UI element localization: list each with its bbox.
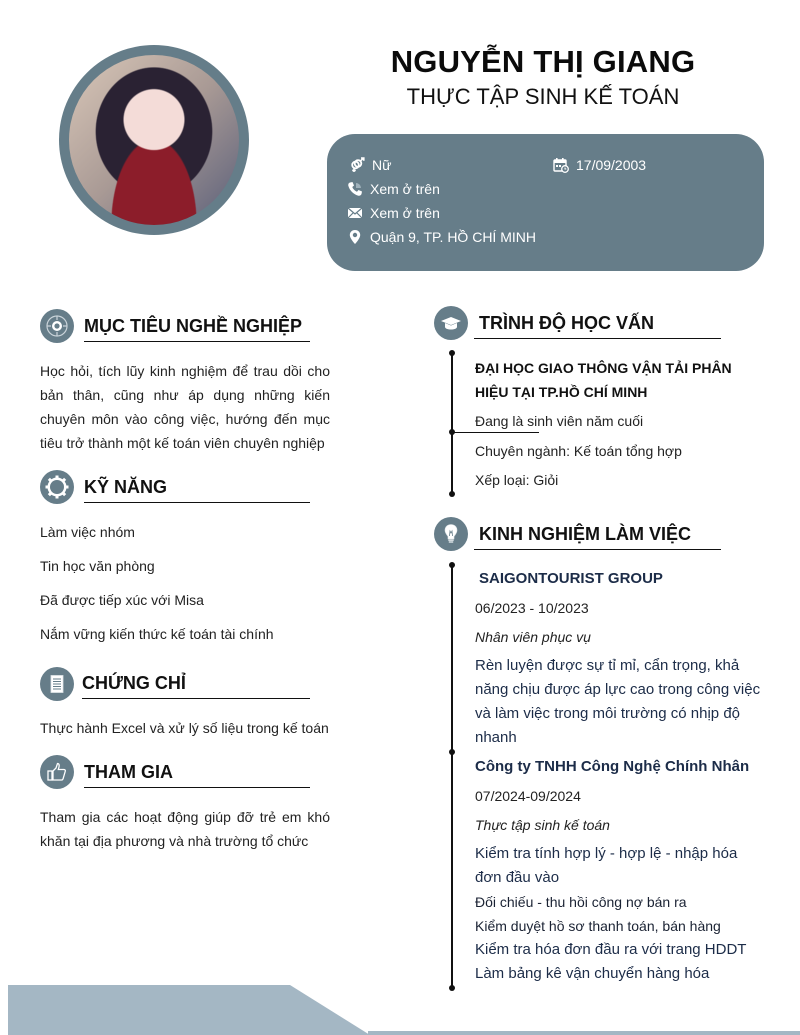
job-role: Nhân viên phục vụ	[475, 629, 591, 645]
job-title: THỰC TẬP SINH KẾ TOÁN	[406, 84, 680, 109]
activities-title: THAM GIA	[84, 762, 173, 782]
birthday-value: 17/09/2003	[576, 157, 647, 173]
phone-icon	[347, 181, 363, 197]
gender-value: Nữ	[372, 157, 392, 173]
skills-title: KỸ NĂNG	[84, 477, 168, 497]
address-value: Quận 9, TP. HỒ CHÍ MINH	[370, 229, 536, 245]
objective-text: Học hỏi, tích lũy kinh nghiệm để trau dồi cho bản thân, cũng như áp dụng những kiến chuyên môn vào công việc, hướng đến mục tiêu trở thành một kế toán viên chuyên nghiệp	[40, 363, 330, 451]
timeline-dot	[449, 491, 455, 497]
job-description: Rèn luyện được sự tỉ mỉ, cẩn trọng, khả năng chịu được áp lực cao trong công việc và làm việc trong môi trường có nhịp độ nhanh	[475, 657, 761, 746]
avatar	[69, 55, 239, 225]
objective-underline	[84, 341, 310, 342]
education-major: Chuyên ngành: Kế toán tổng hợp	[475, 443, 682, 459]
timeline-dot	[449, 749, 455, 755]
skill-item: Làm việc nhóm	[40, 524, 135, 540]
document-icon	[40, 667, 74, 701]
certificates-title: CHỨNG CHỈ	[82, 673, 186, 693]
gear-icon	[40, 470, 74, 504]
job-period: 07/2024-09/2024	[475, 788, 581, 804]
certificates-underline	[82, 698, 310, 699]
job-company: Công ty TNHH Công Nghệ Chính Nhân	[475, 758, 750, 775]
thumbs-up-icon	[40, 755, 74, 789]
job-task: Đối chiếu - thu hồi công nợ bán ra	[475, 894, 687, 910]
email-value: Xem ở trên	[370, 205, 440, 221]
location-pin-icon	[347, 229, 363, 245]
skill-item: Đã được tiếp xúc với Misa	[40, 592, 204, 608]
target-icon	[40, 309, 74, 343]
education-title: TRÌNH ĐỘ HỌC VẤN	[479, 313, 654, 333]
email-row	[347, 205, 440, 221]
objective-title: MỤC TIÊU NGHỀ NGHIỆP	[84, 316, 303, 336]
job-task: Kiểm duyệt hồ sơ thanh toán, bán hàng	[475, 918, 721, 934]
birthday-row	[553, 157, 646, 173]
activities-underline	[84, 787, 310, 788]
certificate-text: Thực hành Excel và xử lý số liệu trong kế toán	[40, 720, 329, 736]
lightbulb-icon	[434, 517, 468, 551]
calendar-icon	[553, 157, 569, 173]
experience-title: KINH NGHIỆM LÀM VIỆC	[479, 524, 692, 544]
experience-underline	[474, 549, 721, 550]
footer-bar	[368, 1031, 800, 1035]
education-timeline	[451, 353, 453, 494]
education-grade: Xếp loại: Giỏi	[475, 472, 559, 488]
education-status: Đang là sinh viên năm cuối	[475, 413, 644, 429]
candidate-name: NGUYỄN THỊ GIANG	[390, 44, 696, 79]
footer-decoration	[8, 985, 370, 1035]
gender-row	[349, 157, 391, 173]
skills-underline	[84, 502, 310, 503]
skill-item: Tin học văn phòng	[40, 558, 155, 574]
phone-row	[347, 181, 440, 197]
experience-timeline	[451, 565, 453, 989]
job-period: 06/2023 - 10/2023	[475, 600, 589, 616]
address-row	[347, 229, 536, 245]
graduation-cap-icon	[434, 306, 468, 340]
job-company: SAIGONTOURIST GROUP	[479, 570, 663, 587]
job-task: Kiểm tra hóa đơn đầu ra với trang HDDT	[475, 941, 747, 958]
avatar-frame	[59, 45, 249, 235]
personal-info-card	[327, 134, 764, 271]
education-underline	[474, 338, 721, 339]
skill-item: Nắm vững kiến thức kế toán tài chính	[40, 626, 274, 642]
mail-icon	[347, 205, 363, 221]
job-role: Thực tập sinh kế toán	[475, 817, 610, 833]
timeline-dot	[449, 985, 455, 991]
job-task: Làm bảng kê vận chuyển hàng hóa	[475, 965, 710, 982]
gender-icon	[349, 157, 365, 173]
timeline-dot	[449, 350, 455, 356]
phone-value: Xem ở trên	[370, 181, 440, 197]
school-name: ĐẠI HỌC GIAO THÔNG VẬN TẢI PHÂN HIỆU TẠI TP.HỒ CHÍ MINH	[475, 360, 732, 400]
timeline-dot	[449, 562, 455, 568]
job-task: Kiểm tra tính hợp lý - hợp lệ - nhập hóa đơn đầu vào	[475, 845, 738, 886]
activities-text: Tham gia các hoạt động giúp đỡ trẻ em khó khăn tại địa phương và nhà trường tổ chức	[40, 809, 330, 849]
